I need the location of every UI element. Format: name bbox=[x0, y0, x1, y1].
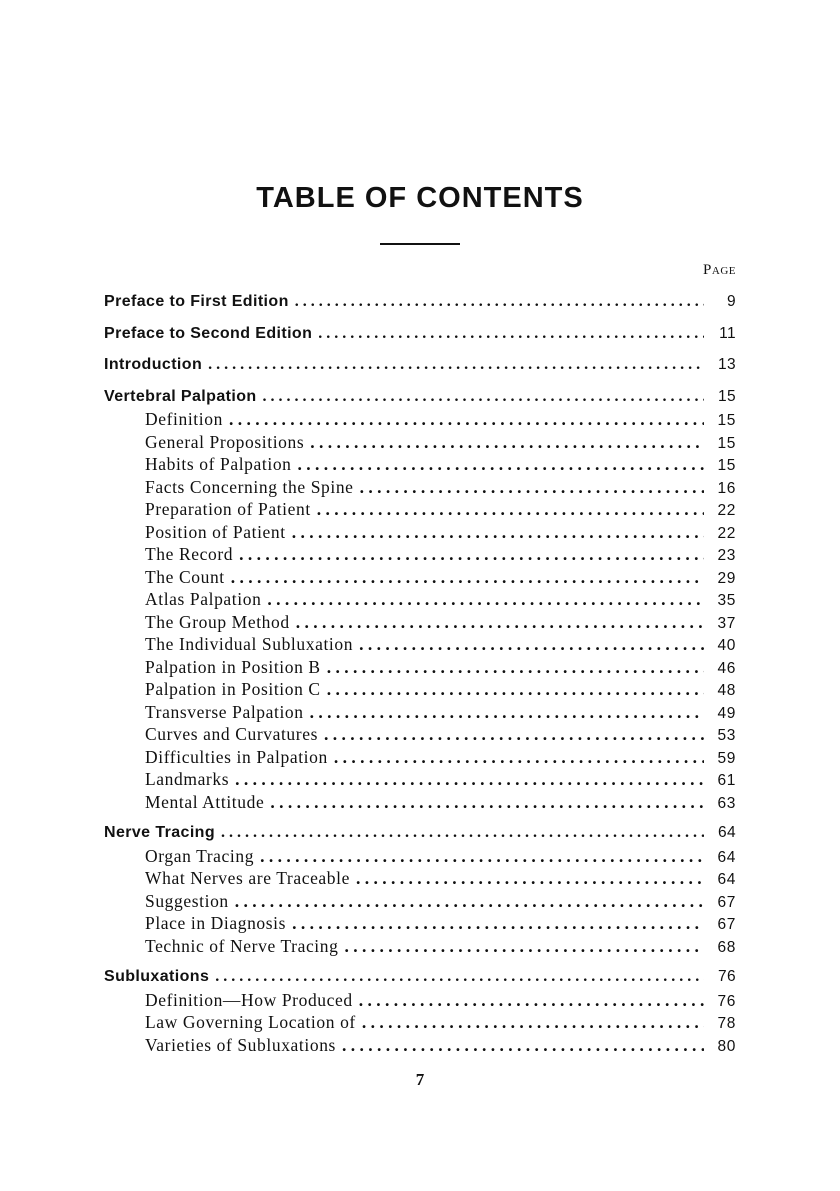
dot-leader bbox=[344, 935, 704, 958]
dot-leader bbox=[235, 890, 704, 913]
dot-leader bbox=[317, 498, 704, 521]
entry-title: Preface to Second Edition bbox=[104, 324, 313, 342]
toc-section bbox=[104, 966, 736, 1056]
dot-leader bbox=[342, 1034, 704, 1057]
dot-leader bbox=[295, 291, 704, 314]
dot-leader bbox=[356, 867, 704, 890]
toc-subentry[interactable] bbox=[104, 867, 736, 890]
entry-page-number: 13 bbox=[717, 356, 736, 373]
entry-title: Landmarks bbox=[145, 769, 230, 789]
entry-page-number: 15 bbox=[717, 412, 736, 429]
toc-section bbox=[104, 323, 736, 346]
entry-page-number: 64 bbox=[717, 848, 736, 866]
dot-leader bbox=[360, 476, 704, 499]
toc-subentry[interactable] bbox=[104, 656, 736, 679]
toc-subentry[interactable] bbox=[104, 1034, 736, 1057]
dot-leader bbox=[221, 822, 704, 845]
table-of-contents bbox=[104, 291, 736, 1065]
toc-subentry[interactable] bbox=[104, 890, 736, 913]
entry-page-number: 61 bbox=[717, 772, 736, 789]
entry-page-number: 37 bbox=[717, 614, 736, 632]
dot-leader bbox=[229, 408, 704, 431]
toc-chapter-entry[interactable] bbox=[104, 822, 736, 845]
dot-leader bbox=[263, 386, 704, 409]
dot-leader bbox=[310, 431, 704, 454]
entry-title: Mental Attitude bbox=[145, 791, 265, 812]
toc-subentry[interactable] bbox=[104, 633, 736, 656]
entry-page-number: 80 bbox=[717, 1037, 736, 1055]
toc-subentry[interactable] bbox=[104, 935, 736, 958]
entry-page-number: 23 bbox=[717, 547, 736, 564]
dot-leader bbox=[239, 543, 704, 566]
dot-leader bbox=[327, 678, 704, 701]
entry-page-number: 78 bbox=[717, 1015, 736, 1032]
dot-leader bbox=[260, 845, 704, 868]
toc-subentry[interactable] bbox=[104, 912, 736, 935]
page-number: 7 bbox=[415, 1070, 425, 1089]
dot-leader bbox=[296, 611, 704, 634]
entry-title: Preparation of Patient bbox=[145, 499, 311, 519]
entry-title: Curves and Curvatures bbox=[145, 724, 318, 744]
page-column-heading: Page bbox=[703, 262, 736, 278]
dot-leader bbox=[235, 768, 704, 791]
toc-section bbox=[104, 386, 736, 814]
entry-title: Law Governing Location of bbox=[145, 1012, 356, 1032]
dot-leader bbox=[327, 656, 704, 679]
entry-title: Technic of Nerve Tracing bbox=[145, 935, 339, 956]
dot-leader bbox=[359, 989, 704, 1012]
entry-title: Palpation in Position B bbox=[145, 656, 321, 677]
entry-page-number: 67 bbox=[717, 916, 736, 933]
toc-subentry[interactable] bbox=[104, 408, 736, 431]
toc-subentry[interactable] bbox=[104, 521, 736, 544]
entry-page-number: 15 bbox=[717, 387, 736, 405]
entry-title: Varieties of Subluxations bbox=[145, 1034, 336, 1055]
entry-title: Suggestion bbox=[145, 890, 229, 911]
entry-title: General Propositions bbox=[145, 431, 305, 452]
entry-page-number: 15 bbox=[717, 434, 736, 452]
dot-leader bbox=[267, 588, 704, 611]
toc-subentry[interactable] bbox=[104, 845, 736, 868]
entry-page-number: 68 bbox=[717, 938, 736, 956]
toc-chapter-entry[interactable] bbox=[104, 354, 736, 377]
title-divider bbox=[380, 243, 460, 245]
dot-leader bbox=[362, 1011, 704, 1034]
entry-title: Subluxations bbox=[104, 968, 210, 985]
dot-leader bbox=[231, 566, 704, 589]
entry-title: Atlas Palpation bbox=[145, 589, 262, 609]
dot-leader bbox=[318, 323, 704, 346]
entry-page-number: 53 bbox=[717, 727, 736, 744]
dot-leader bbox=[270, 791, 704, 814]
toc-subentry[interactable] bbox=[104, 746, 736, 769]
entry-title: Habits of Palpation bbox=[145, 454, 292, 474]
entry-title: What Nerves are Traceable bbox=[145, 868, 350, 888]
toc-section bbox=[104, 822, 736, 957]
entry-title: Definition bbox=[145, 409, 223, 429]
dot-leader bbox=[359, 633, 704, 656]
entry-title: Organ Tracing bbox=[145, 845, 255, 866]
entry-title: Preface to First Edition bbox=[104, 293, 289, 310]
toc-section bbox=[104, 354, 736, 377]
entry-page-number: 40 bbox=[717, 637, 736, 654]
toc-subentry[interactable] bbox=[104, 701, 736, 724]
toc-subentry[interactable] bbox=[104, 453, 736, 476]
entry-title: Palpation in Position C bbox=[145, 679, 321, 699]
entry-title: Difficulties in Palpation bbox=[145, 746, 328, 767]
dot-leader bbox=[292, 521, 704, 544]
entry-title: The Record bbox=[145, 544, 234, 564]
entry-title: Vertebral Palpation bbox=[104, 387, 257, 405]
toc-chapter-entry[interactable] bbox=[104, 291, 736, 314]
entry-page-number: 63 bbox=[717, 794, 736, 812]
entry-page-number: 29 bbox=[717, 569, 736, 587]
toc-chapter-entry[interactable] bbox=[104, 386, 736, 409]
entry-title: The Individual Subluxation bbox=[145, 634, 354, 654]
entry-title: Transverse Palpation bbox=[145, 701, 304, 722]
entry-page-number: 15 bbox=[717, 457, 736, 474]
entry-page-number: 67 bbox=[717, 893, 736, 911]
entry-page-number: 16 bbox=[717, 479, 736, 497]
toc-subentry[interactable] bbox=[104, 498, 736, 521]
toc-chapter-entry[interactable] bbox=[104, 323, 736, 346]
entry-title: Facts Concerning the Spine bbox=[145, 476, 354, 497]
toc-subentry[interactable] bbox=[104, 611, 736, 634]
entry-title: Definition—How Produced bbox=[145, 989, 353, 1010]
entry-title: Nerve Tracing bbox=[104, 824, 216, 841]
dot-leader bbox=[215, 966, 704, 989]
entry-page-number: 76 bbox=[717, 992, 736, 1010]
entry-title: Position of Patient bbox=[145, 521, 286, 542]
toc-subentry[interactable] bbox=[104, 566, 736, 589]
entry-page-number: 49 bbox=[717, 704, 736, 722]
entry-page-number: 46 bbox=[717, 659, 736, 677]
dot-leader bbox=[334, 746, 704, 769]
dot-leader bbox=[324, 723, 704, 746]
dot-leader bbox=[292, 912, 704, 935]
entry-page-number: 9 bbox=[726, 293, 736, 310]
entry-page-number: 22 bbox=[717, 524, 736, 542]
entry-title: Introduction bbox=[104, 356, 203, 373]
entry-page-number: 64 bbox=[717, 824, 736, 841]
toc-section bbox=[104, 291, 736, 314]
dot-leader bbox=[310, 701, 704, 724]
toc-subentry[interactable] bbox=[104, 476, 736, 499]
toc-chapter-entry[interactable] bbox=[104, 966, 736, 989]
entry-title: The Count bbox=[145, 566, 225, 587]
entry-page-number: 48 bbox=[717, 682, 736, 699]
entry-page-number: 11 bbox=[719, 324, 736, 342]
entry-page-number: 22 bbox=[717, 502, 736, 519]
entry-page-number: 35 bbox=[717, 592, 736, 609]
toc-subentry[interactable] bbox=[104, 791, 736, 814]
dot-leader bbox=[208, 354, 704, 377]
entry-title: Place in Diagnosis bbox=[145, 913, 287, 933]
toc-subentry[interactable] bbox=[104, 431, 736, 454]
toc-subentry[interactable] bbox=[104, 678, 736, 701]
toc-subentry[interactable] bbox=[104, 723, 736, 746]
toc-subentry[interactable] bbox=[104, 1011, 736, 1034]
page-title: TABLE OF CONTENTS bbox=[256, 182, 584, 214]
toc-subentry[interactable] bbox=[104, 543, 736, 566]
entry-page-number: 64 bbox=[717, 871, 736, 888]
entry-page-number: 59 bbox=[717, 749, 736, 767]
toc-subentry[interactable] bbox=[104, 989, 736, 1012]
toc-subentry[interactable] bbox=[104, 588, 736, 611]
dot-leader bbox=[298, 453, 704, 476]
toc-subentry[interactable] bbox=[104, 768, 736, 791]
entry-page-number: 76 bbox=[717, 968, 736, 985]
entry-title: The Group Method bbox=[145, 611, 290, 632]
